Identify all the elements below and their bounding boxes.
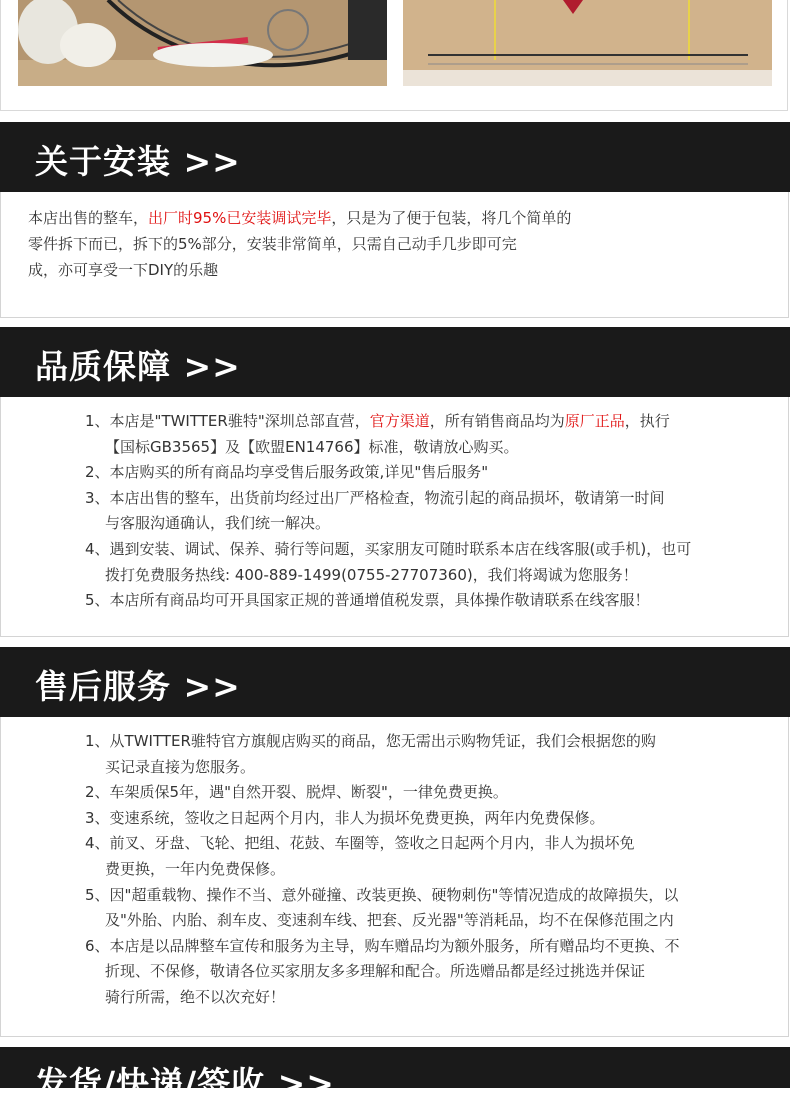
service-section-panel <box>0 717 789 1037</box>
install-highlight: 出厂时95%已安装调试完毕 <box>148 209 332 227</box>
quality-text: ，执行 <box>624 412 670 430</box>
quality-item-3: 3、本店出售的整车，出货前均经过出厂严格检查，物流引起的商品损坏，敬请第一时间 <box>85 489 665 507</box>
service-item-5 <box>85 883 678 908</box>
install-paragraph-line-1 <box>28 205 571 231</box>
service-section-banner <box>0 647 790 717</box>
quality-highlight: 原厂正品 <box>564 412 625 430</box>
shipping-section-banner <box>0 1047 790 1103</box>
quality-item-4-cont: 拨打免费服务热线: 400-889-1499(0755-27707360)，我们将竭诚为您服务！ <box>105 566 638 584</box>
service-section-title: 售后服务 >> <box>35 667 241 706</box>
service-item-5-cont: 及"外胎、内胎、刹车皮、变速刹车线、把套、反光器"等消耗品，均不在保修范围之内 <box>105 911 674 929</box>
quality-item-3-cont: 与客服沟通确认，我们统一解决。 <box>105 514 331 532</box>
install-section-panel <box>0 192 789 318</box>
quality-highlight: 官方渠道 <box>369 412 430 430</box>
bicycle-packing-image <box>18 0 387 86</box>
quality-item-1-cont: 【国标GB3565】及【欧盟EN14766】标准，敬请放心购买。 <box>105 438 519 456</box>
quality-text: 1、本店是"TWITTER骓特"深圳总部直营， <box>85 412 370 430</box>
quality-item-2: 2、本店购买的所有商品均享受售后服务政策,详见"售后服务" <box>85 463 489 481</box>
quality-item-5: 5、本店所有商品均可开具国家正规的普通增值税发票，具体操作敬请联系在线客服！ <box>85 591 650 609</box>
quality-text: ，所有销售商品均为 <box>429 412 565 430</box>
service-item-1: 1、从TWITTER骓特官方旗舰店购买的商品，您无需出示购物凭证，我们会根据您的购 <box>85 732 656 750</box>
install-text: 本店出售的整车， <box>28 209 149 227</box>
install-paragraph-line-2: 零件拆下而已，拆下的5%部分，安装非常简单，只需自己动手几步即可完 <box>28 235 517 253</box>
service-item-4: 4、前叉、牙盘、飞轮、把组、花鼓、车圈等，签收之日起两个月内，非人为损坏免 <box>85 834 635 852</box>
carton-box-image <box>403 0 772 86</box>
install-text: ，只是为了便于包装，将几个简单的 <box>331 209 572 227</box>
service-item-1-cont: 买记录直接为您服务。 <box>105 758 256 776</box>
service-item-5-text: 因"超重载物、操作不当、意外碰撞、改装更换、硬物刺伤"等情况造成的故障损失，以 <box>109 886 679 904</box>
service-item-4-cont: 费更换，一年内免费保修。 <box>105 860 286 878</box>
service-item-5-number: 5、 <box>85 886 110 904</box>
install-section-title: 关于安装 >> <box>35 142 241 181</box>
quality-item-1 <box>85 409 670 434</box>
shipping-section-title: 发货/快递/签收 >> <box>35 1064 335 1103</box>
service-item-6-cont-1: 折现、不保修，敬请各位买家朋友多多理解和配合。所选赠品都是经过挑选并保证 <box>105 962 646 980</box>
quality-section-banner <box>0 327 790 397</box>
quality-section-title: 品质保障 >> <box>35 347 241 386</box>
service-item-6: 6、本店是以品牌整车宣传和服务为主导，购车赠品均为额外服务，所有赠品均不更换、不 <box>85 937 680 955</box>
service-item-3: 3、变速系统，签收之日起两个月内，非人为损坏免费更换，两年内免费保修。 <box>85 809 605 827</box>
carton-box-photo <box>403 0 772 86</box>
quality-item-4: 4、遇到安装、调试、保养、骑行等问题，买家朋友可随时联系本店在线客服(或手机)，也可 <box>85 540 692 558</box>
install-paragraph-line-3: 成，亦可享受一下DIY的乐趣 <box>28 261 219 279</box>
quality-section-panel <box>0 397 789 637</box>
service-item-6-cont-2: 骑行所需，绝不以次充好！ <box>105 988 286 1006</box>
install-section-banner <box>0 122 790 192</box>
service-item-2: 2、车架质保5年，遇"自然开裂、脱焊、断裂"，一律免费更换。 <box>85 783 508 801</box>
bicycle-packing-photo <box>18 0 387 86</box>
